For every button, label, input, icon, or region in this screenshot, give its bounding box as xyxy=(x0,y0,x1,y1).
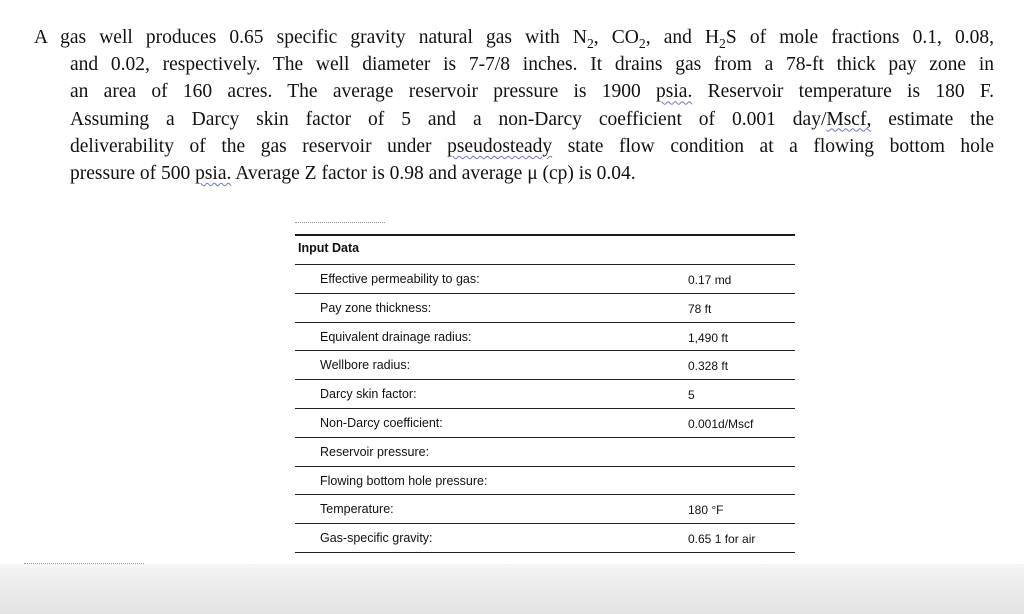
problem-text: pressure of 500 xyxy=(70,163,191,185)
row-label: Pay zone thickness: xyxy=(320,300,432,315)
row-value: 5 xyxy=(688,388,695,403)
problem-text: estimate the xyxy=(888,108,994,130)
row-label: Effective permeability to gas: xyxy=(320,272,480,286)
problem-text: an area of 160 acres. The average reservoir pressure is 1900 xyxy=(70,81,641,103)
problem-text: Average Z factor is 0.98 and average μ (cp) is 0.04. xyxy=(235,163,636,185)
table-header: Input Data xyxy=(298,241,360,255)
subscript: 2 xyxy=(719,35,726,51)
table-row xyxy=(295,494,795,523)
table-row xyxy=(295,437,795,466)
subscript: 2 xyxy=(638,35,646,51)
spellcheck-word: Mscf, xyxy=(826,108,872,130)
row-value: 1,490 ft xyxy=(688,330,729,345)
problem-text: Reservoir temperature is 180 F. xyxy=(707,81,994,103)
table-row xyxy=(295,523,795,552)
subscript: 2 xyxy=(586,35,594,51)
table-row xyxy=(295,408,795,437)
problem-text: S of mole fractions 0.1, 0.08, xyxy=(725,27,994,48)
problem-text: A gas well produces 0.65 specific gravity natural gas with N xyxy=(34,27,587,48)
problem-line-6 xyxy=(34,160,994,187)
faint-divider xyxy=(295,222,385,224)
row-label: Temperature: xyxy=(320,502,394,517)
problem-statement xyxy=(34,24,994,187)
problem-line-4 xyxy=(34,106,994,133)
spellcheck-word: psia. xyxy=(656,81,693,103)
row-label: Gas-specific gravity: xyxy=(320,531,433,546)
row-value: 78 ft xyxy=(688,301,712,316)
bottom-toolbar-area xyxy=(0,564,1024,614)
table-row xyxy=(295,293,795,322)
problem-text: Assuming a Darcy skin factor of 5 and a non-Darcy coefficient of 0.001 day/ xyxy=(70,108,827,130)
row-label: Darcy skin factor: xyxy=(320,387,417,402)
row-value: 0.65 1 for air xyxy=(688,532,756,547)
row-label: Equivalent drainage radius: xyxy=(320,329,472,344)
row-value: 0.17 md xyxy=(688,273,732,287)
table-row xyxy=(295,350,795,379)
row-value: 0.328 ft xyxy=(688,359,729,374)
problem-line-3 xyxy=(34,78,994,105)
table-row xyxy=(295,466,795,495)
table-row xyxy=(295,379,795,408)
table-top-rule xyxy=(295,234,795,236)
problem-line-5 xyxy=(34,133,994,160)
problem-text: , and H xyxy=(645,27,720,48)
table-row xyxy=(295,264,795,293)
table-body xyxy=(295,264,795,553)
problem-text: , CO xyxy=(593,27,639,48)
row-label: Flowing bottom hole pressure: xyxy=(320,473,488,488)
row-value: 0.001d/Mscf xyxy=(688,416,754,431)
row-label: Reservoir pressure: xyxy=(320,444,430,459)
table-row xyxy=(295,322,795,351)
row-label: Non-Darcy coefficient: xyxy=(320,415,443,430)
problem-text: state flow condition at a flowing bottom hole xyxy=(567,135,994,157)
row-label: Wellbore radius: xyxy=(320,358,411,373)
row-value: 180 °F xyxy=(688,503,724,518)
spellcheck-word: pseudosteady xyxy=(447,135,553,157)
problem-line-2: and 0.02, respectively. The well diameter is 7-7/8 inches. It drains gas from a 78-ft thick pay zone in xyxy=(70,54,994,76)
spellcheck-word: psia. xyxy=(195,163,232,185)
problem-text: deliverability of the gas reservoir under xyxy=(70,135,432,157)
table-bottom-rule xyxy=(295,552,795,553)
problem-line-1 xyxy=(34,24,994,51)
